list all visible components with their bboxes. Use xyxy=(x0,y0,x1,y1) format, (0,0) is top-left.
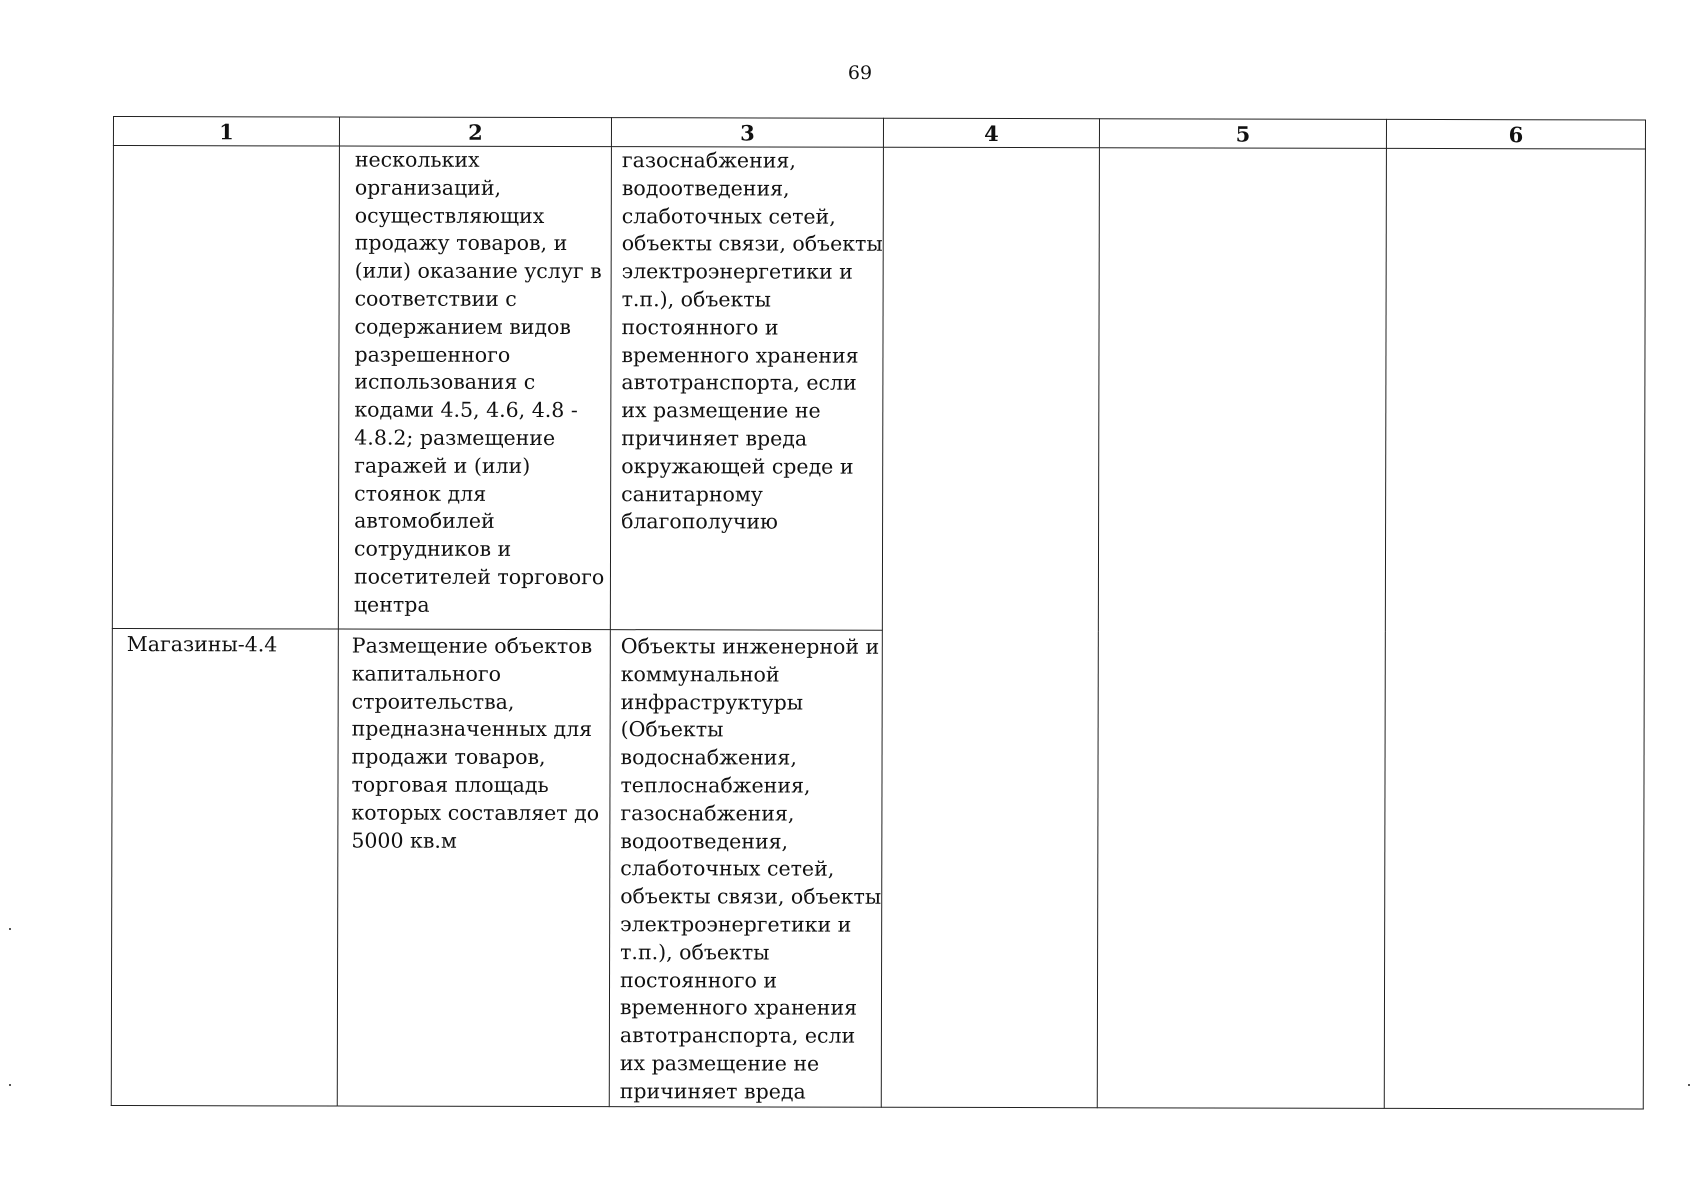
column-header-6: 6 xyxy=(1386,119,1645,149)
use-type-text: Магазины-4.4 xyxy=(126,632,278,657)
use-type-cell xyxy=(111,628,338,1106)
column-header-5: 5 xyxy=(1099,119,1386,149)
column-header-2: 2 xyxy=(339,117,611,147)
table-row xyxy=(112,146,1645,632)
use-type-text xyxy=(114,146,339,147)
column-header-3: 3 xyxy=(611,118,883,148)
use-description-cell xyxy=(337,629,610,1107)
header-row xyxy=(113,117,1645,149)
auxiliary-use-text: Объекты инженерной и коммунальной инфраструктуры (Объекты водоснабжения, теплоснабжения, газоснабжения, водоотведения, слаботочных сетей, объекты связи, объекты электроэнергетики и т.п.), объекты постоянного и временного хранения автотранспорта, если их размещение не причиняет вреда xyxy=(619,634,882,1104)
use-description-cell xyxy=(338,146,611,630)
page-number: 69 xyxy=(847,62,873,84)
permitted-use-table xyxy=(111,116,1646,1109)
scan-speck xyxy=(1688,1084,1690,1086)
scan-speck xyxy=(9,1084,11,1086)
auxiliary-use-cell xyxy=(610,147,883,631)
scan-speck xyxy=(9,928,11,930)
column-4-cell xyxy=(881,147,1099,1107)
auxiliary-use-text: газоснабжения, водоотведения, слаботочных сетей, объекты связи, объекты электроэнергетики и т.п.), объекты постоянного и временного хранения автотранспорта, если их размещение не причиняет вреда окружающей среде и санитарному благополучию xyxy=(621,148,883,534)
auxiliary-use-cell xyxy=(609,630,882,1108)
use-description-text: Размещение объектов капитального строительства, предназначенных для продажи товаров, торговая площадь которых составляет до 5000 кв.м xyxy=(351,633,600,853)
column-header-1: 1 xyxy=(113,117,339,147)
use-type-cell xyxy=(112,146,339,630)
column-5-cell xyxy=(1097,148,1386,1109)
column-6-cell xyxy=(1384,148,1645,1109)
use-description-text: нескольких организаций, осуществляющих продажу товаров, и (или) оказание услуг в соответствии с содержанием видов разрешенного использования с кодами 4.5, 4.6, 4.8 - 4.8.2; размещение гаражей и (или) стоянок для автомобилей сотрудников и посетителей торгового центра xyxy=(353,147,605,617)
column-header-4: 4 xyxy=(883,118,1099,147)
